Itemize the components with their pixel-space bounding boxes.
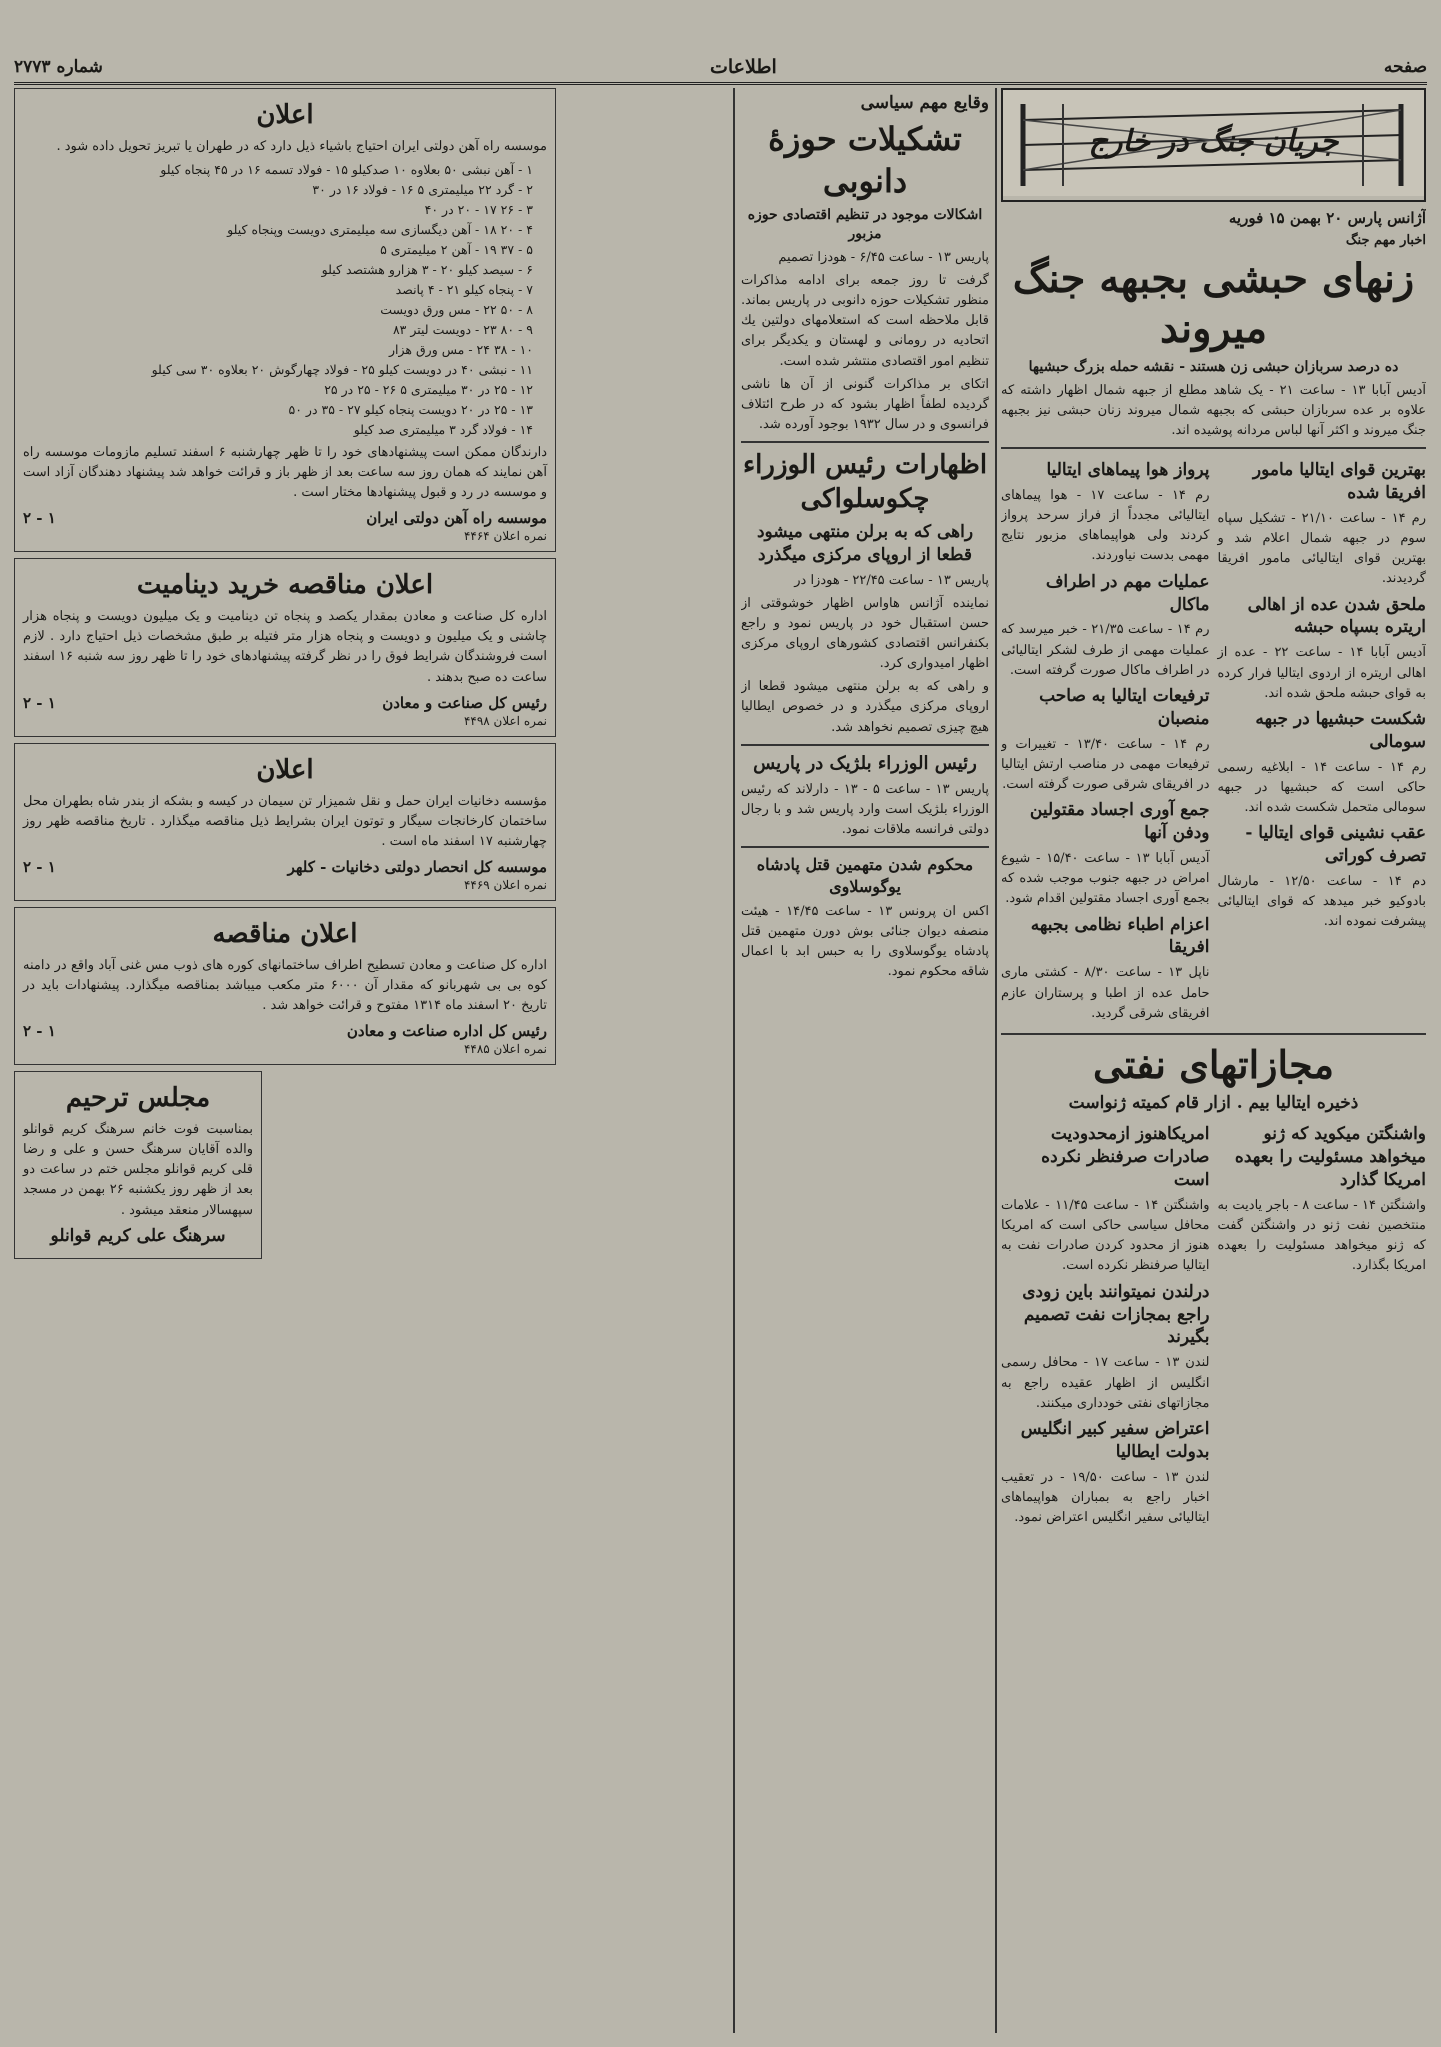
ad-run: ۱ - ۲ (23, 693, 56, 712)
ad-text: اداره کل صناعت و معادن بمقدار یکصد و پنجاه تن دینامیت و یک میلیون دویست و پنجاه هزار چاشنی و یک میلیون و دویست و پنجاه هزار متر فتیله بر طبق مشخصات ذیل احتیاج دارد . لازم است فروشندگان شرایط فوق را در نظر گرفته پیشنهادهای خود را تا ظهر روز سه شنبه ۱۶ اسفند ساعت ده صبح بدهند . (23, 609, 547, 685)
war-news-column (1001, 88, 1426, 2033)
oil-stories-grid (1001, 1119, 1426, 1531)
yugoslav-verdict-text: اکس ان پرونس ۱۳ - ساعت ۱۴/۴۵ - هیئت منصفه دیوان جنائی بوش دورن متهمین قتل پادشاه یوگوسلاوی را به حبس ابد با اعمال شاقه محکوم نمود. (741, 903, 989, 980)
ad-sign: موسسه راه آهن دولتی ایران (366, 509, 547, 528)
ad-signature (23, 694, 547, 712)
railway-ad (14, 88, 556, 552)
list-item: ۱۰ - ۳۸ ۲۴ - مس ورق هزار (389, 341, 533, 357)
story-text: رم ۱۴ - ساعت ۱۴ - ابلاغیه رسمی حاکی است که حبشیها در جبهه سومالی متحمل شکست شده اند. (1217, 759, 1426, 815)
header-page-label: صفحه (1383, 57, 1427, 77)
oil-subhead: ذخیره ایتالیا بیم . ازار قام کمیته ژنواست (1068, 1093, 1359, 1114)
ad-run: ۱ - ۲ (23, 1022, 56, 1041)
political-subhead: اشکالات موجود در تنظیم اقتصادی حوزه مزبور (747, 207, 983, 243)
story-title: بهترین قوای ایتالیا مامور افریقا شده (1252, 460, 1426, 504)
ad-sign: رئیس کل اداره صناعت و معادن (346, 1022, 547, 1041)
story-title: ملحق شدن عده از اهالی اریتره بسپاه حبشه (1247, 594, 1426, 638)
story-title: اعتراض سفیر کبیر انگلیس بدولت ایطالیا (1020, 1418, 1210, 1462)
ad-sign: موسسه کل انحصار دولتی دخانیات - کلهر (287, 857, 547, 876)
ad-sign: رئیس کل صناعت و معادن (382, 693, 547, 712)
story-text: رم ۱۴ - ساعت ۱۳/۴۰ - تغییرات و ترفیعات مهمی در مناصب ارتش ایتالیا در افریقای شرقی صورت گرفته است. (1001, 736, 1210, 793)
list-item: ۲ - گرد ۲۲ میلیمتری ۵ ۱۶ - فولاد ۱۶ در ۳۰ (312, 181, 533, 197)
story-title: جمع آوری اجساد مقتولین ودفن آنها (1029, 800, 1210, 844)
czech-pm-headline: اظهارات رئیس الوزراء چکوسلواکی (742, 450, 988, 514)
list-item: ۱۳ - ۲۵ در ۲۰ دویست پنجاه کیلو ۲۷ - ۳۵ در ۵۰ (288, 401, 533, 417)
memorial-notice (14, 1071, 262, 1258)
list-item: ۶ - سیصد کیلو ۲۰ - ۳ هزارو هشتصد کیلو (321, 261, 533, 277)
list-item: ۳ - ۲۶ ۱۷ - ۲۰ در ۴۰ (424, 201, 533, 217)
belgian-pm-text: پاریس ۱۳ - ساعت ۵ - ۱۳ - دارلاند که رئیس الوزراء بلژیک است وارد پاریس شد و با رجال دولتی فرانسه ملاقات نمود. (741, 782, 989, 838)
story-title: شکست حبشیها در جبهه سومالی (1255, 708, 1426, 752)
ad-run: ۱ - ۲ (23, 857, 56, 876)
page-header (14, 52, 1427, 85)
story-column-left (1001, 455, 1210, 1027)
ad-ref: نمره اعلان ۴۴۶۹ (463, 877, 547, 892)
story-text: واشنگتن ۱۴ - ساعت ۱۱/۴۵ - علامات محافل سیاسی حاکی است که امریکا هنوز از محدود کردن صادرات نفت به ایتالیا صرفنظر نکرده است. (1001, 1198, 1210, 1274)
list-item: ۱۴ - فولاد گرد ۳ میلیمتری صد کیلو (353, 421, 533, 437)
story-text: رم ۱۴ - ساعت ۱۷ - هوا پیماهای ایتالیائی مجدداً از فراز سرحد پرواز کردند ولی هواپیماهای مزبور نتایج مهمی بدست نیاوردند. (1001, 488, 1210, 564)
ad-text: مؤسسه دخانیات ایران حمل و نقل شمیزار تن سیمان در کیسه و بشکه از بندر شاه بطهران محل ساختمان کارخانجات سیگار و توتون ایران بشرایط ذیل مناقصه میگذارد . تاریخ مناقصه ظهر روز چهارشنبه ۱۷ اسفند ماه است . (23, 793, 547, 849)
ad-run: ۱ - ۲ (23, 509, 56, 528)
political-text: اتکای بر مذاکرات گنونی از آن ها ناشی گردیده لطفاً اظهار بشود که در طرح ائتلاف فرانسوی و در سال ۱۹۳۲ بوجود آورده شد. (741, 376, 989, 433)
war-abroad-banner (1001, 88, 1426, 202)
story-text: ناپل ۱۳ - ساعت ۸/۳۰ - کشتی ماری حامل عده از اطبا و پرستاران عازم افریقای شرقی گردید. (1001, 965, 1210, 1021)
list-item: ۹ - ۸۰ ۲۳ - دویست لیتر ۸۳ (392, 321, 533, 337)
ad-ref: نمره اعلان ۴۴۸۵ (463, 1042, 547, 1057)
political-column (741, 88, 989, 2033)
czech-pm-text: نماینده آژانس هاواس اظهار خوشوقتی از حسن استقبال خود در پاریس نمود و راجع بکنفرانس اقتصادی کشورهای اروپای مرکزی اظهار امیدواری کرد. (741, 595, 989, 672)
story-title: پرواز هوا پیماهای ایتالیا (1046, 460, 1210, 481)
story-title: اعزام اطباء نظامی بجبهه افریقا (1030, 914, 1210, 958)
story-title: عقب نشینی قوای ایتالیا - تصرف کوراتی (1245, 823, 1426, 867)
war-stories-grid (1001, 455, 1426, 1027)
czech-pm-text: و راهی که به برلن منتهی میشود قطعا از اروپای مرکزی میگذرد و در خصوص ایطالیا هیچ چیزی تصمیم نخواهد شد. (741, 679, 989, 735)
story-text: رم ۱۴ - ساعت ۲۱/۱۰ - تشکیل سپاه سوم در جبهه شمال اعلام شد و بهترین قوای ایتالیائی مامور افریقا گردیدند. (1217, 510, 1426, 587)
column-rule (995, 88, 997, 2033)
obit-text: بمناسبت فوت خانم سرهنگ کریم قوانلو والده آقایان سرهنگ حسن و علی و رضا قلی کریم قوانلو مجلس ختم در ساعت دو بعد از ظهر روز یکشنبه ۲۶ بهمن در مسجد سپهسالار منعقد میشود . (23, 1121, 253, 1218)
political-kicker: وقایع مهم سیاسی (860, 93, 989, 113)
main-subhead: ده درصد سربازان حبشی زن هستند - نقشه حمله بزرگ حبشیها (1028, 358, 1399, 375)
ad-ref: نمره اعلان ۴۴۶۴ (463, 529, 547, 544)
divider (741, 846, 989, 848)
list-item: ۵ - ۳۷ ۱۹ - آهن ۲ میلیمتری ۵ (380, 241, 533, 257)
ad-ref: نمره اعلان ۴۴۹۸ (463, 713, 547, 728)
story-text: لندن ۱۳ - ساعت ۱۹/۵۰ - در تعقیب اخبار راجع به بمباران هواپیماهای ایتالیائی سفیر انگلیس اعتراض نمود. (1001, 1469, 1210, 1525)
ad-title: اعلان (256, 754, 314, 785)
story-title: ترفیعات ایتالیا به صاحب منصبان (1039, 685, 1210, 729)
ad-signature (23, 858, 547, 876)
story-text: واشنگتن ۱۴ - ساعت ۸ - باجر یادیت به منتخصین نفت ژنو در واشنگتن گفت که ژنو میخواهد مسئولیت را بعهده امریکا بگذارد. (1217, 1198, 1426, 1274)
story-column-right (1218, 455, 1427, 1027)
dateline: آژانس پارس ۲۰ بهمن ۱۵ فوریه (1228, 209, 1426, 227)
story-text: لندن ۱۳ - ساعت ۱۷ - محافل رسمی انگلیس از اظهار عقیده راجع به مجازاتهای نفتی خودداری میکنند. (1001, 1355, 1210, 1411)
ad-text: دارندگان ممکن است پیشنهادهای خود را تا ظهر چهارشنبه ۶ اسفند تسلیم مازومات موسسه راه آهن نمایند که همان روز سه ساعت بعد از ظهر باز و قرائت خواهد شد پیشنهاد دهندگان آزاد است و موسسه در رد و قبول پیشنهادها مختار است . (23, 444, 547, 501)
oil-story-column-left (1001, 1119, 1210, 1531)
header-masthead: اطلاعات (709, 56, 777, 78)
czech-pm-dateline: پاریس ۱۳ - ساعت ۲۲/۴۵ - هودزا در (794, 572, 989, 588)
obit-sign: سرهنگ علی کریم قوانلو (50, 1225, 226, 1246)
list-item: ۸ - ۵۰ ۲۲ - مس ورق دویست (380, 301, 533, 317)
header-issue-number: شماره ۲۷۷۳ (14, 57, 103, 77)
political-headline: تشکیلات حوزهٔ دانوبی (768, 119, 962, 200)
story-text: رم ۱۴ - ساعت ۲۱/۳۵ - خبر میرسد که عملیات مهمی از طرف لشکر ایتالیائی در اطراف ماکال صورت گرفته است. (1001, 622, 1210, 678)
yugoslav-verdict-headline: محکوم شدن متهمین قتل پادشاه یوگوسلاوی (756, 855, 974, 897)
oil-headline: مجازاتهای نفتی (1093, 1041, 1334, 1087)
ad-signature (23, 1022, 547, 1040)
czech-pm-subhead: راهی که به برلن منتهی میشود قطعا از اروپای مرکزی میگذرد (756, 521, 974, 565)
list-item: ۷ - پنجاه کیلو ۲۱ - ۴ پانصد (395, 281, 533, 297)
ad-title: اعلان مناقصه (212, 918, 358, 949)
divider (1001, 447, 1426, 449)
story-title: امریکاهنوز ازمحدودیت صادرات صرفنظر نکرده است (1041, 1124, 1210, 1191)
ad-intro: موسسه راه آهن دولتی ایران احتیاج باشیاء ذیل دارد که در طهران یا تبریز تحویل داده شود . (56, 138, 547, 154)
list-item: ۱۲ - ۲۵ در ۳۰ میلیمتری ۵ ۲۶ - ۲۵ در ۲۵ (324, 381, 533, 397)
story-title: درلندن نمیتوانند باین زودی راجع بمجازات نفت تصمیم بگیرند (1022, 1281, 1210, 1348)
banner-title: جریان جنگ در خارج (1088, 124, 1339, 159)
divider (741, 441, 989, 443)
story-title: واشنگتن میکوید که ژنو میخواهد مسئولیت را بعهده امریکا گذارد (1234, 1124, 1426, 1191)
ad-title: اعلان مناقصه خرید دینامیت (136, 570, 434, 601)
divider (1001, 1033, 1426, 1035)
main-headline: زنهای حبشی بجبهه جنگ میروند (1012, 254, 1415, 352)
ad-items-list (23, 160, 547, 440)
political-dateline: پاریس ۱۳ - ساعت ۶/۴۵ - هودزا تصمیم (778, 249, 989, 265)
story-text: آدیس آبابا ۱۳ - ساعت ۱۵/۴۰ - شیوع امراض در جبهه جنوب موجب شده که بجمع آوری اجساد مقتولین اقدام شود. (1001, 851, 1210, 907)
divider (741, 744, 989, 746)
kicker: اخبار مهم جنگ (1345, 233, 1426, 249)
story-text: آدیس آبابا ۱۴ - ساعت ۲۲ - عده از اهالی اریتره از اردوی ایتالیا فرار کرده به قوای حبشه ملحق شده اند. (1217, 645, 1426, 701)
belgian-pm-headline: رئیس الوزراء بلژیک در پاریس (753, 752, 977, 774)
list-item: ۴ - ۲۰ ۱۸ - آهن دیگسازی سه میلیمتری دویست وپنجاه کیلو (227, 221, 533, 237)
ad-title: اعلان (256, 100, 314, 130)
dynamite-ad (14, 558, 556, 736)
lead-paragraph: آدیس آبابا ۱۳ - ساعت ۲۱ - یک شاهد مطلع از جبهه شمال اظهار داشته که علاوه بر عده سربازان حبشی که بجبهه شمال میروند زنان حبشی نیز بجبهه جنگ میروند و اکثر آنها لباس مردانه پوشیده اند. (1001, 382, 1426, 438)
tender-ad (14, 907, 556, 1065)
oil-story-column-right (1218, 1119, 1427, 1531)
obit-title: مجلس ترحیم (65, 1083, 211, 1114)
tobacco-ad (14, 743, 556, 901)
advertisements-column (14, 88, 556, 2033)
ad-text: اداره کل صناعت و معادن تسطیح اطراف ساختمانهای کوره های ذوب مس غنی آباد واقع در دامنه کوه بی بی شهربانو که مقدار آن ۶۰۰۰ متر مکعب میباشد بمناقصه میگذارد. پیشنهادات باید در تاریخ ۲۰ اسفند ماه ۱۳۱۴ مفتوح و قرائت خواهد شد . (23, 957, 548, 1014)
story-text: دم ۱۴ - ساعت ۱۲/۵۰ - مارشال بادوکیو خبر میدهد که قوای ایتالیائی پیشرفت نموده اند. (1217, 874, 1426, 930)
political-text: گرفت تا روز جمعه برای ادامه مذاکرات منظور تشکیلات حوزه دانوبی در پاریس بماند. قابل ملاحظه است که استعلامهای دولتین یك اتحادیه در رومانی و لهستان و یکدیگر برای تنظیم امور اقتصادی منتشر شده است. (741, 273, 989, 369)
ad-signature (23, 509, 547, 527)
column-rule (733, 88, 735, 2033)
list-item: ۱ - آهن نبشی ۵۰ بعلاوه ۱۰ صدکیلو ۱۵ - فولاد تسمه ۱۶ در ۴۵ پنجاه کیلو (160, 161, 533, 177)
list-item: ۱۱ - نبشی ۴۰ در دویست کیلو ۲۵ - فولاد چهارگوش ۲۰ بعلاوه ۳۰ سی کیلو (151, 361, 533, 377)
story-title: عملیات مهم در اطراف ماکال (1045, 571, 1210, 615)
